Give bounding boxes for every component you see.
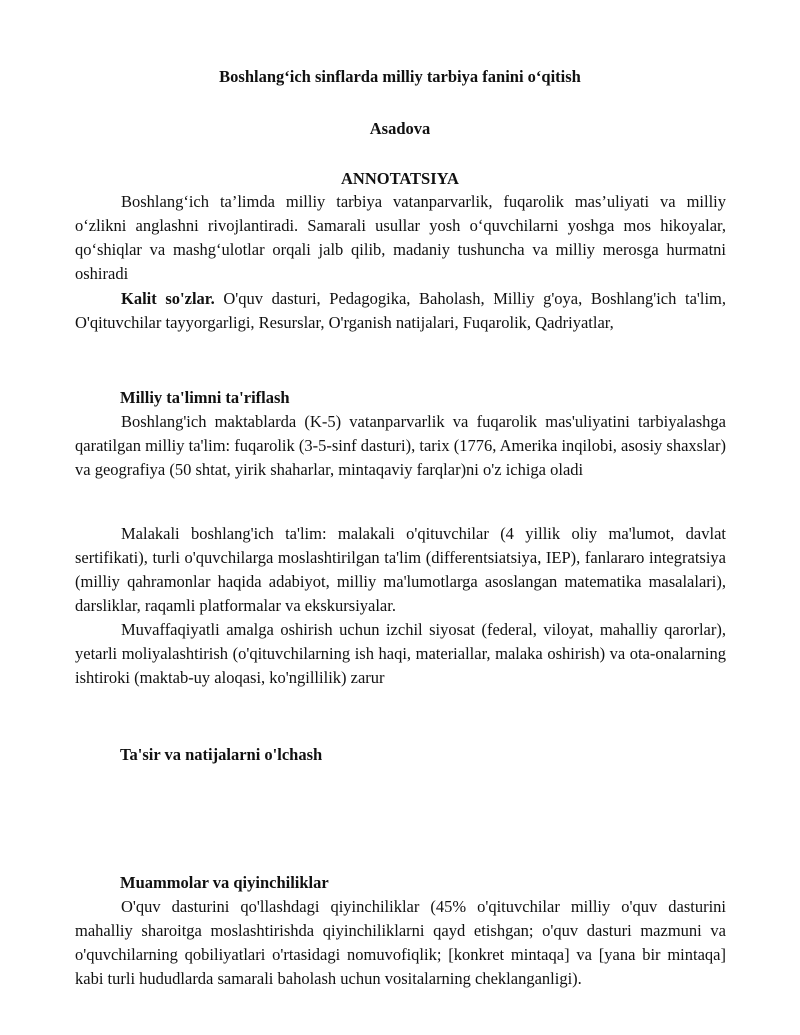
keywords-text: O'quv dasturi, Pedagogika, Baholash, Milliy g'oya, Boshlang'ich ta'lim, O'qituvchilar tayyorgarligi, Resurslar, O'rganish natijalari, Fuqarolik, Qadriyatlar, [75, 289, 726, 332]
section-heading-impact: Ta'sir va natijalarni o'lchash [120, 745, 323, 764]
section3-paragraph-1: O'quv dasturini qo'llashdagi qiyinchiliklar (45% o'qituvchilar milliy o'quv dasturini mahalliy sharoitga moslashtirishda qiyinchiliklarni qayd etishgan; o'quv dasturi mazmuni va o'quvchilarning qobiliyatlari o'rtasidagi nomuvofiqlik; [konkret mintaqa] va [yana bir mintaqa] kabi turli hududlarda samarali baholash uchun vositalarning cheklanganligi). [75, 897, 726, 988]
section1-paragraph-2: Malakali boshlang'ich ta'lim: malakali o'qituvchilar (4 yillik oliy ma'lumot, davlat sertifikati), turli o'quvchilarga moslashtirilgan ta'lim (differentsiatsiya, IEP), fanlararo integratsiya (milliy qahramonlar haqida adabiyot, milliy ma'lumotlarga asoslangan matematika masalalari), darsliklar, raqamli platformalar va ekskursiyalar. [75, 524, 726, 615]
annotation-heading: ANNOTATSIYA [341, 169, 459, 188]
section-heading-challenges: Muammolar va qiyinchiliklar [120, 873, 329, 892]
document-title: Boshlang‘ich sinflarda milliy tarbiya fanini o‘qitish [219, 67, 581, 86]
annotation-text: Boshlang‘ich ta’limda milliy tarbiya vatanparvarlik, fuqarolik mas’uliyati va milliy o‘zlikni anglashni rivojlantiradi. Samarali usullar yosh o‘quvchilarni yoshga mos hikoyalar, qo‘shiqlar va mashg‘ulotlar orqali jalb qilib, madaniy tushuncha va milliy merosga hurmatni oshiradi [75, 192, 726, 283]
section-heading-national-education: Milliy ta'limni ta'riflash [120, 388, 290, 407]
section1-paragraph-3: Muvaffaqiyatli amalga oshirish uchun izchil siyosat (federal, viloyat, mahalliy qarorlar), yetarli moliyalashtirish (o'qituvchilarning ish haqi, materiallar, malaka oshirish) va ota-onalarning ishtiroki (maktab-uy aloqasi, ko'ngillilik) zarur [75, 620, 726, 687]
keywords-paragraph [75, 287, 726, 335]
section1-paragraph-1: Boshlang'ich maktablarda (K-5) vatanparvarlik va fuqarolik mas'uliyatini tarbiyalashga qaratilgan milliy ta'lim: fuqarolik (3-5-sinf dasturi), tarix (1776, Amerika inqilobi, asosiy shaxslar) va geografiya (50 shtat, yirik shaharlar, mintaqaviy farqlar)ni o'z ichiga oladi [75, 412, 726, 479]
document-author: Asadova [369, 119, 431, 138]
keywords-label: Kalit so'zlar. [121, 289, 215, 308]
